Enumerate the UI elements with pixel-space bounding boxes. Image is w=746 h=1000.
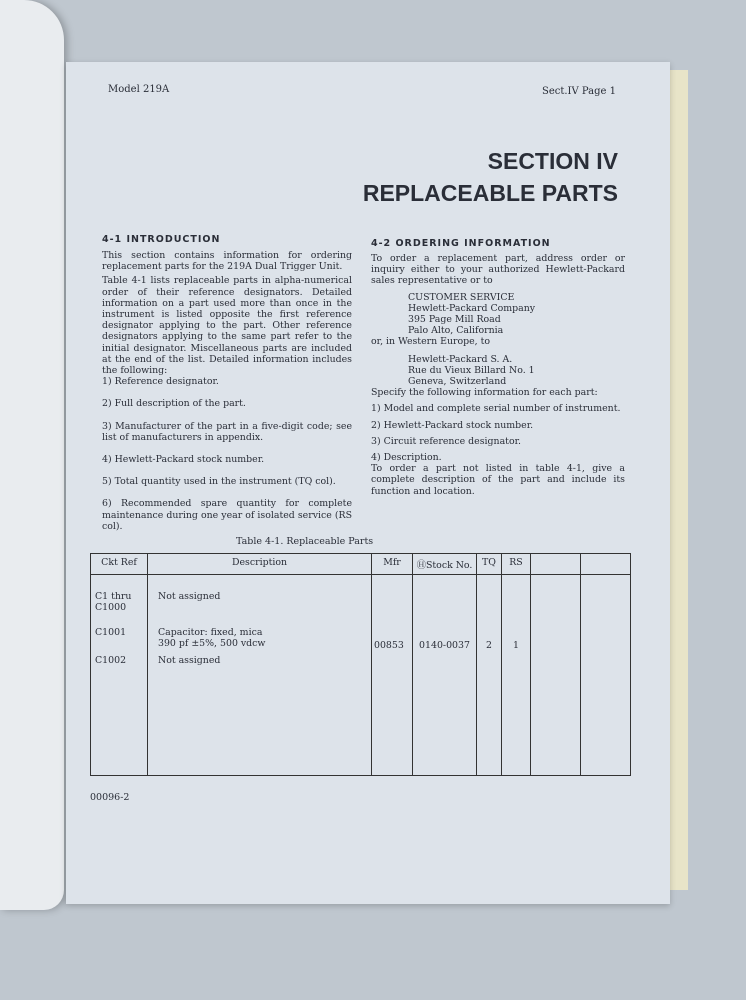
col-tq: TQ: [477, 554, 502, 575]
list-item: 4) Hewlett-Packard stock number.: [102, 454, 265, 466]
address-line: CUSTOMER SERVICE: [408, 291, 515, 303]
ordering-intro: To order a replacement part, address order or inquiry either to your authorized Hewlett-Packard sales representative or to: [371, 253, 625, 287]
intro-heading: 4-1 INTRODUCTION: [102, 234, 221, 245]
col-stock-no: [413, 554, 477, 575]
manual-page: [66, 62, 670, 904]
page-header: Sect.IV Page 1: [541, 86, 616, 97]
closing-text: To order a part not listed in table 4-1, give a complete description of the part and include its function and location.: [371, 463, 625, 497]
facing-page: [0, 0, 64, 910]
ckt-ref: C1 thru C1000: [95, 591, 132, 613]
list-item: 2) Full description of the part.: [102, 398, 246, 410]
europe-text: or, in Western Europe, to: [371, 336, 491, 348]
section-subtitle: REPLACEABLE PARTS: [362, 180, 618, 206]
mfr-cell: 00853: [372, 575, 413, 776]
ordering-section: [371, 238, 625, 497]
list-item: 5) Total quantity used in the instrument (TQ col).: [102, 476, 336, 488]
address-line: Hewlett-Packard S. A.: [408, 353, 513, 365]
intro-paragraph: Table 4-1 lists replaceable parts in alpha-numerical order of their reference designators. Detailed information on a part used more than once in the instrument is listed opposite the first reference designator applying to the part. Other reference designators applying to the same part refer to the initial designator. Miscellaneous parts are included at the end of the list. Detailed information includes the following:: [102, 275, 352, 377]
tq-cell: 2: [477, 575, 502, 776]
europe-address: [371, 354, 625, 388]
list-item: 6) Recommended spare quantity for complete maintenance during one year of isolated service (RS col).: [102, 498, 352, 532]
col-ckt-ref: Ckt Ref: [91, 554, 148, 575]
address-line: Geneva, Switzerland: [408, 376, 507, 388]
ckt-ref: C1002: [95, 655, 127, 666]
table-header-row: [91, 554, 631, 575]
intro-paragraph: This section contains information for ordering replacement parts for the 219A Dual Trigger Unit.: [102, 250, 352, 273]
address-line: Hewlett-Packard Company: [408, 302, 536, 314]
ckt-ref-cell: [91, 575, 148, 776]
model-header: Model 219A: [108, 84, 170, 95]
ordering-heading: 4-2 ORDERING INFORMATION: [371, 238, 551, 249]
table-caption: Table 4-1. Replaceable Parts: [236, 536, 374, 547]
ckt-ref: C1001: [95, 627, 127, 638]
document-code: 00096-2: [90, 792, 130, 803]
col-blank: [531, 554, 581, 575]
introduction-section: [102, 234, 352, 532]
col-rs: RS: [502, 554, 531, 575]
stock-no-label: Stock No.: [425, 560, 473, 571]
description: Not assigned: [158, 655, 221, 666]
section-title: SECTION IV: [487, 148, 618, 174]
specify-text: Specify the following information for each part:: [371, 387, 598, 399]
description: Not assigned: [158, 591, 221, 602]
address-line: Palo Alto, California: [408, 325, 504, 337]
rs-cell: 1: [502, 575, 531, 776]
col-description: Description: [148, 554, 372, 575]
blank-cell: [581, 575, 631, 776]
address-line: 395 Page Mill Road: [408, 314, 501, 326]
col-blank: [581, 554, 631, 575]
list-item: 1) Reference designator.: [102, 376, 219, 388]
address-line: Rue du Vieux Billard No. 1: [408, 364, 535, 376]
description: Capacitor: fixed, mica 390 pf ±5%, 500 vdcw: [158, 627, 266, 649]
list-item: 1) Model and complete serial number of instrument.: [371, 403, 621, 415]
list-item: 4) Description.: [371, 452, 442, 464]
description-cell: [148, 575, 372, 776]
blank-cell: [531, 575, 581, 776]
list-item: 3) Manufacturer of the part in a five-digit code; see list of manufacturers in appendix.: [102, 420, 352, 443]
replaceable-parts-table: [90, 553, 631, 776]
table-body: [91, 575, 631, 776]
us-address: [371, 292, 625, 337]
hp-logo-icon: Ⓗ: [416, 560, 426, 571]
list-item: 3) Circuit reference designator.: [371, 435, 522, 447]
stock-cell: 0140-0037: [413, 575, 477, 776]
list-item: 2) Hewlett-Packard stock number.: [371, 419, 534, 431]
col-mfr: Mfr: [372, 554, 413, 575]
